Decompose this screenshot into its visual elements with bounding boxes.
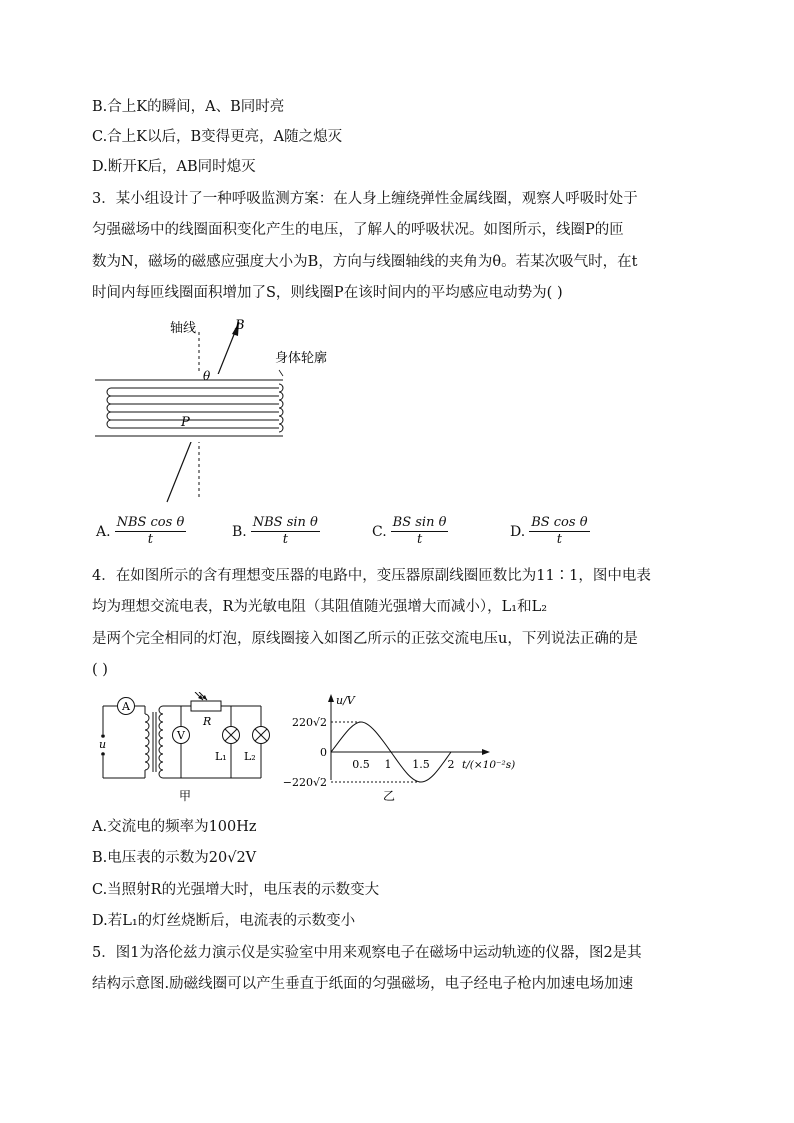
question-3-line-2: 匀强磁场中的线圈面积变化产生的电压，了解人的呼吸状况。如图所示，线圈P的匝: [92, 222, 624, 238]
l1-label: L₁: [215, 750, 227, 763]
q4-option-c[interactable]: C.当照射R的光强增大时，电压表的示数变大: [92, 882, 380, 898]
y-axis-label: u/V: [336, 694, 355, 707]
question-5-line-1: 5．图1为洛伦兹力演示仪是实验室中用来观察电子在磁场中运动轨迹的仪器，图2是其: [92, 945, 642, 961]
question-4-line-2: 均为理想交流电表，R为光敏电阻（其阻值随光强增大而减小），L₁和L₂: [92, 599, 548, 615]
question-3-line-4: 时间内每匝线圈面积增加了S，则线圈P在该时间内的平均感应电动势为( ): [92, 285, 563, 301]
q4-option-d[interactable]: D.若L₁的灯丝烧断后，电流表的示数变小: [92, 913, 356, 929]
resistor-label: R: [203, 715, 212, 728]
y-tick-zero: 0: [320, 746, 327, 759]
q4-option-b[interactable]: B.电压表的示数为20√2V: [92, 850, 257, 866]
circuit-diagram: [95, 692, 280, 807]
q3-option-b[interactable]: B. $\frac{\text{NBS sin θ}}{t}$: [232, 515, 318, 547]
ammeter-label: A: [122, 700, 130, 713]
option-b-text: B.合上K的瞬间，A、B同时亮: [92, 99, 285, 115]
voltage-graph: [282, 692, 522, 807]
question-3-line-3: 数为N，磁场的磁感应强度大小为B，方向与线圈轴线的夹角为θ。若某次吸气时，在t: [92, 254, 638, 270]
b-field-label: B: [235, 318, 245, 333]
q3-option-d[interactable]: D. $\frac{\text{BS cos θ}}{t}$: [510, 515, 588, 547]
x-tick-2: 2: [447, 758, 455, 771]
graph-caption: 乙: [382, 789, 396, 803]
u-label: u: [99, 738, 107, 751]
option-c-text: C.合上K以后，B变得更亮，A随之熄灭: [92, 129, 343, 145]
option-d-text: D.断开K后，AB同时熄灭: [92, 159, 256, 175]
voltmeter-label: V: [177, 729, 185, 742]
x-axis-label: t/(×10⁻²s): [462, 759, 516, 771]
question-3-line-1: 3．某小组设计了一种呼吸监测方案：在人身上缠绕弹性金属线圈，观察人呼吸时处于: [92, 191, 638, 207]
q4-option-a[interactable]: A.交流电的频率为100Hz: [92, 819, 257, 835]
x-tick-0-5: 0.5: [352, 758, 370, 771]
y-tick-bottom: −220√2: [282, 776, 327, 789]
l2-label: L₂: [244, 750, 256, 763]
question-4-line-3: 是两个完全相同的灯泡，原线圈接入如图乙所示的正弦交流电压u，下列说法正确的是: [92, 631, 638, 647]
coil-figure: [95, 310, 355, 505]
x-tick-1: 1: [384, 758, 392, 771]
q3-option-c[interactable]: C. $\frac{\text{BS sin θ}}{t}$: [372, 515, 447, 547]
question-4-line-4: ( ): [92, 662, 108, 678]
axis-label: 轴线: [169, 321, 197, 336]
x-tick-1-5: 1.5: [412, 758, 430, 771]
y-tick-top: 220√2: [291, 716, 327, 729]
q3-option-a[interactable]: A. $\frac{\text{NBS cos θ}}{t}$: [96, 515, 185, 547]
question-4-line-1: 4．在如图所示的含有理想变压器的电路中，变压器原副线圈匝数比为11∶1，图中电表: [92, 568, 651, 584]
coil-p-label: P: [181, 415, 190, 430]
circuit-caption: 甲: [178, 789, 192, 803]
theta-label: θ: [203, 369, 211, 383]
question-5-line-2: 结构示意图.励磁线圈可以产生垂直于纸面的匀强磁场，电子经电子枪内加速电场加速: [92, 976, 634, 992]
body-outline-label: 身体轮廓: [275, 351, 328, 366]
